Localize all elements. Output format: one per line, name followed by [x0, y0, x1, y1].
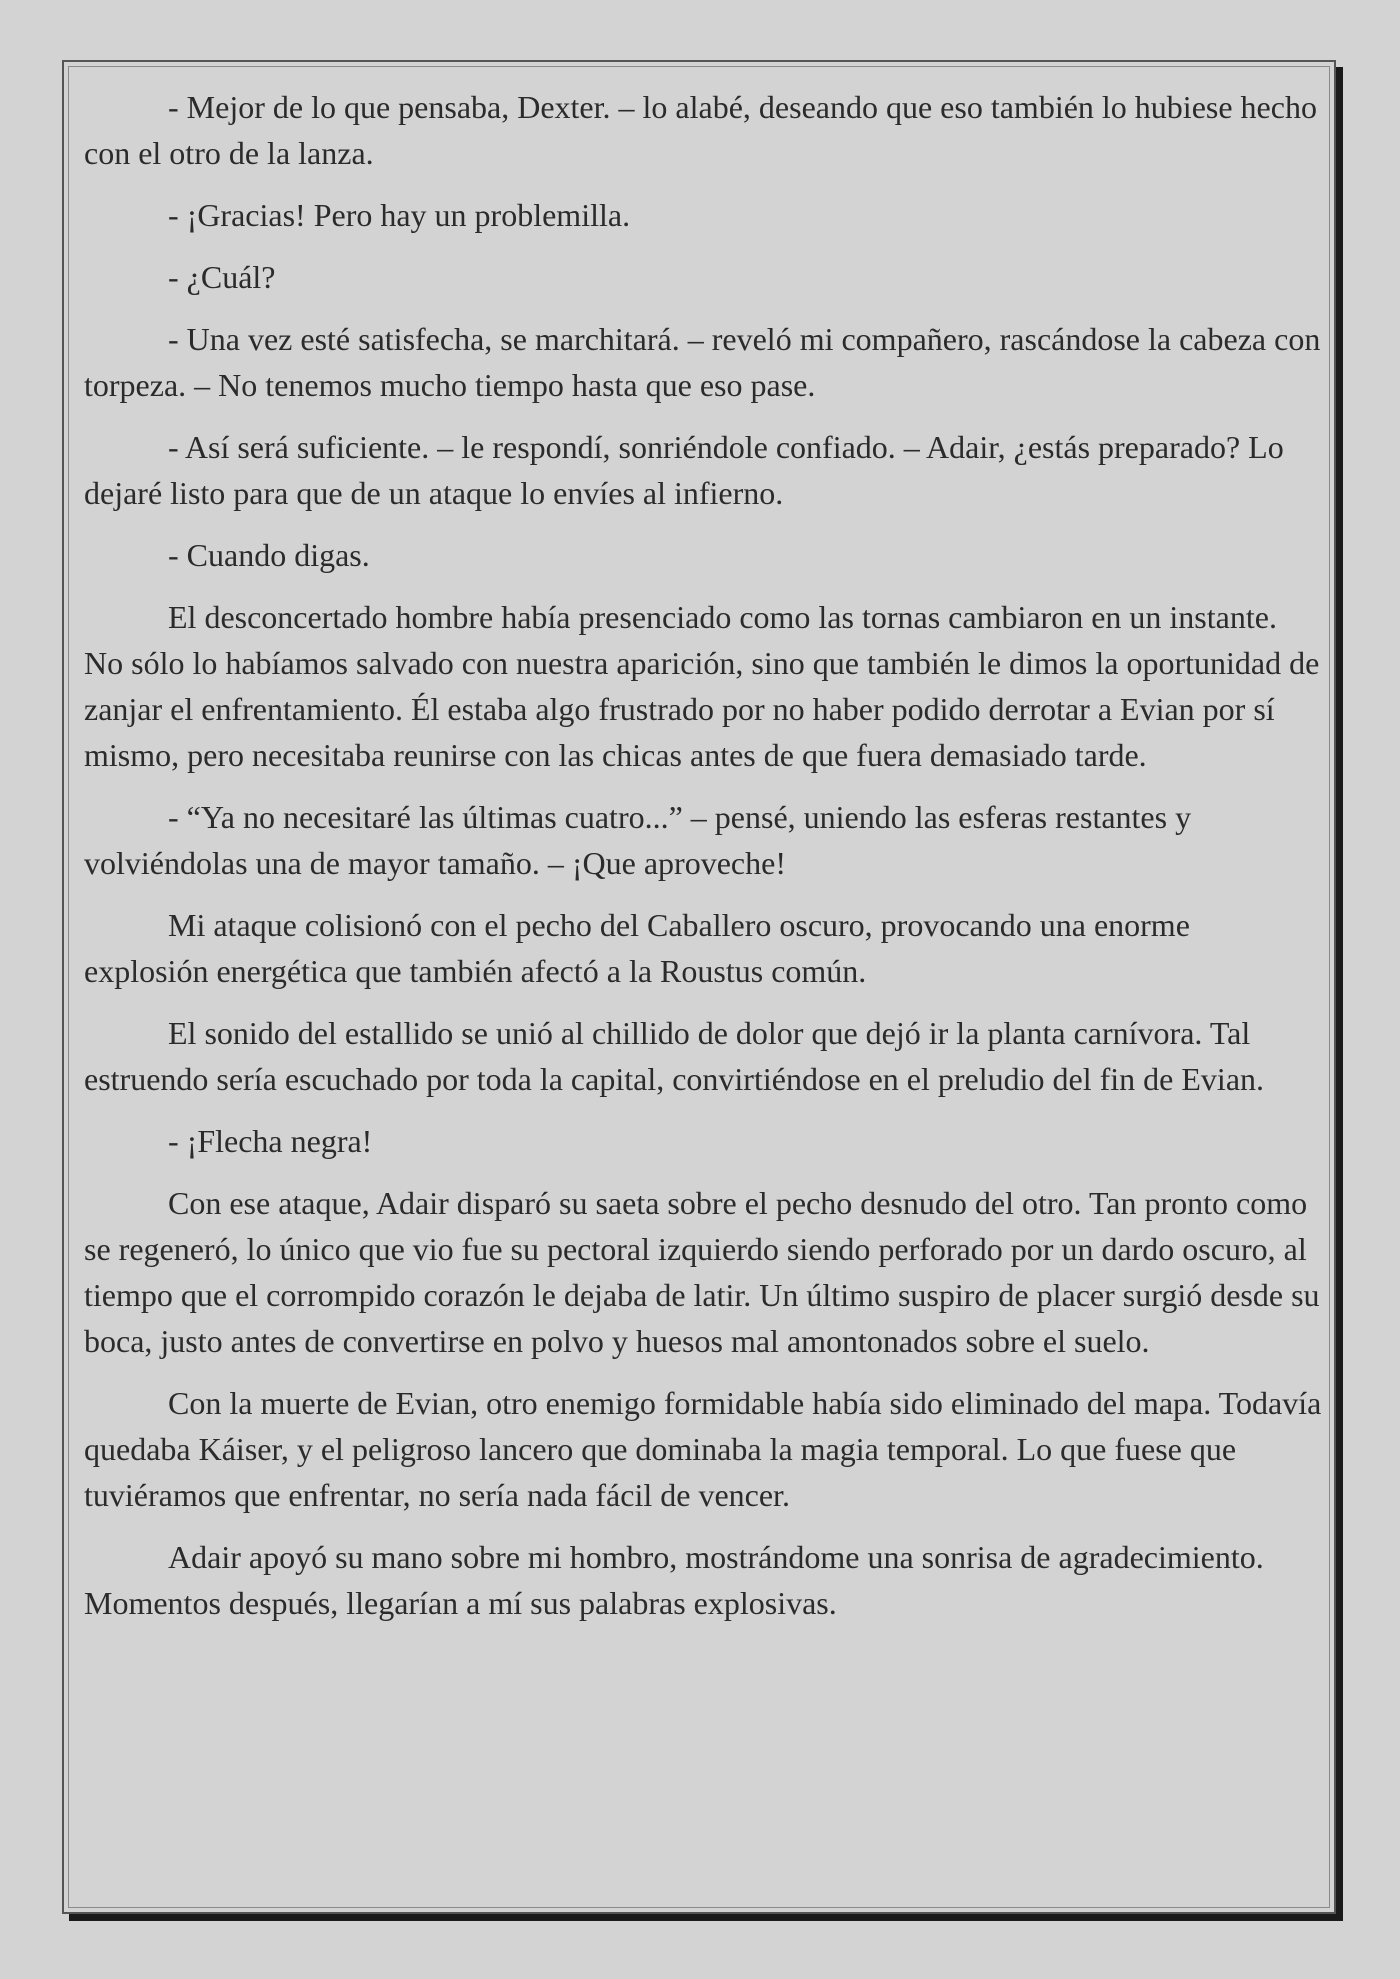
paragraph: - Una vez esté satisfecha, se marchitará. – reveló mi compañero, rascándose la cabeza con torpeza. – No tenemos mucho tiempo hasta que eso pase. [84, 321, 1321, 403]
paragraph: - “Ya no necesitaré las últimas cuatro...” – pensé, uniendo las esferas restantes y volviéndolas una de mayor tamaño. – ¡Que aproveche! [84, 799, 1192, 881]
paragraph: - Así será suficiente. – le respondí, sonriéndole confiado. – Adair, ¿estás preparado? Lo dejaré listo para que de un ataque lo envíes al infierno. [84, 429, 1284, 511]
paragraph: - Cuando digas. [168, 537, 370, 573]
paragraph: El desconcertado hombre había presenciado como las tornas cambiaron en un instante. No sólo lo habíamos salvado con nuestra aparición, sino que también le dimos la oportunidad de zanjar el enfrentamiento. Él estaba algo frustrado por no haber podido derrotar a Evian por sí mismo, pero necesitaba reunirse con las chicas antes de que fuera demasiado tarde. [84, 599, 1320, 773]
paragraph: Con la muerte de Evian, otro enemigo formidable había sido eliminado del mapa. Todavía quedaba Káiser, y el peligroso lancero que dominaba la magia temporal. Lo que fuese que tuviéramos que enfrentar, no sería nada fácil de vencer. [84, 1385, 1322, 1513]
paragraph: Mi ataque colisionó con el pecho del Caballero oscuro, provocando una enorme explosión energética que también afectó a la Roustus común. [84, 907, 1190, 989]
paragraph: - ¡Flecha negra! [168, 1123, 373, 1159]
text-body [84, 84, 1322, 1642]
paragraph: Con ese ataque, Adair disparó su saeta sobre el pecho desnudo del otro. Tan pronto como se regeneró, lo único que vio fue su pectoral izquierdo siendo perforado por un dardo oscuro, al tiempo que el corrompido corazón le dejaba de latir. Un último suspiro de placer surgió desde su boca, justo antes de convertirse en polvo y huesos mal amontonados sobre el suelo. [84, 1185, 1320, 1359]
paragraph: Adair apoyó su mano sobre mi hombro, mostrándome una sonrisa de agradecimiento. Momentos después, llegarían a mí sus palabras explosivas. [84, 1539, 1264, 1621]
paragraph: El sonido del estallido se unió al chillido de dolor que dejó ir la planta carnívora. Tal estruendo sería escuchado por toda la capital, convirtiéndose en el preludio del fin de Evian. [84, 1015, 1265, 1097]
paragraph: - Mejor de lo que pensaba, Dexter. – lo alabé, deseando que eso también lo hubiese hecho con el otro de la lanza. [84, 89, 1317, 171]
paragraph: - ¡Gracias! Pero hay un problemilla. [168, 197, 631, 233]
paragraph: - ¿Cuál? [168, 259, 276, 295]
